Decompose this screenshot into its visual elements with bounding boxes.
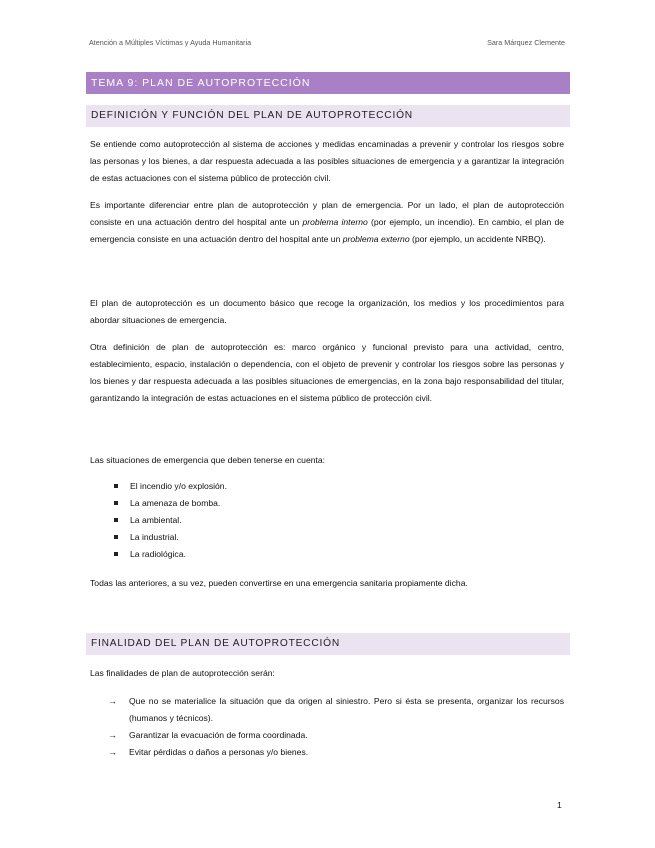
page-number: 1: [557, 800, 562, 810]
bullet-square-icon: [114, 501, 118, 505]
list-item-text: Evitar pérdidas o daños a personas y/o bienes.: [129, 747, 309, 757]
diferencia-italic-externo: problema externo: [342, 234, 410, 244]
list-item-text: La ambiental.: [130, 515, 182, 525]
list-item: [114, 546, 227, 563]
arrow-right-icon: →: [108, 730, 117, 740]
list-item-text: Garantizar la evacuación de forma coordinada.: [129, 730, 308, 740]
section-definicion-heading: DEFINICIÓN Y FUNCIÓN DEL PLAN DE AUTOPROTECCIÓN: [86, 105, 570, 127]
list-item: [108, 693, 564, 727]
list-item: [114, 478, 227, 495]
list-item: [108, 744, 564, 761]
list-item: [114, 512, 227, 529]
list-item: [114, 495, 227, 512]
list-item: [114, 529, 227, 546]
paragraph-definicion: Se entiende como autoprotección al sistema de acciones y medidas encaminadas a prevenir y controlar los riesgos sobre las personas y los bienes, a dar respuesta adecuada a las posibles situaciones de emergencia y a garantizar la integración de estas actuaciones con el sistema público de protección civil.: [90, 139, 564, 183]
diferencia-text-e: (por ejemplo, un accidente NRBQ).: [409, 234, 546, 244]
paragraph-otra-definicion: Otra definición de plan de autoprotección es: marco orgánico y funcional previsto para una actividad, centro, establecimiento, espacio, instalación o dependencia, con el objeto de prevenir y controlar los riesgos sobre las personas y los bienes y dar respuesta adecuada a las posibles situaciones de emergencias, en la zona bajo responsabilidad del titular, garantizando la integración de estas actuaciones en el sistema público de protección civil.: [90, 342, 564, 403]
arrow-right-icon: →: [108, 696, 117, 706]
diferencia-text-c: (por ejemplo, un incendio). En cambio, el plan de emergencia consiste en una actuación dentro del hospital ante un: [90, 217, 564, 244]
list-item-text: La industrial.: [130, 532, 179, 542]
finalidades-list: [108, 693, 564, 761]
list-item-text: La radiológica.: [130, 549, 186, 559]
diferencia-text-a: Es importante diferenciar entre plan de autoprotección y plan de emergencia. Por un lado, el plan de autoprotección consiste en una actuación dentro del hospital ante un: [90, 200, 564, 227]
paragraph-finalidades-intro: Las finalidades de plan de autoprotección serán:: [90, 668, 275, 678]
arrow-right-icon: →: [108, 747, 117, 757]
paragraph-documento-basico: El plan de autoprotección es un documento básico que recoge la organización, los medios y los procedimientos para abordar situaciones de emergencia.: [90, 298, 564, 325]
bullet-square-icon: [114, 484, 118, 488]
header-author: Sara Márquez Clemente: [487, 38, 565, 47]
tema-title: TEMA 9: PLAN DE AUTOPROTECCIÓN: [86, 72, 570, 94]
situations-list: [114, 478, 227, 563]
page-header: [89, 38, 565, 47]
list-item-text: La amenaza de bomba.: [130, 498, 221, 508]
list-item-text: El incendio y/o explosión.: [130, 481, 227, 491]
header-left-title: Atención a Múltiples Víctimas y Ayuda Humanitaria: [89, 38, 252, 47]
list-item-text: Que no se materialice la situación que da origen al siniestro. Pero si ésta se presenta, organizar los recursos (humanos y técnicos).: [129, 696, 564, 723]
diferencia-italic-interno: problema interno: [302, 217, 368, 227]
paragraph-diferencia: [90, 197, 564, 248]
paragraph-situaciones-intro: Las situaciones de emergencia que deben tenerse en cuenta:: [90, 455, 326, 465]
bullet-square-icon: [114, 535, 118, 539]
bullet-square-icon: [114, 552, 118, 556]
section-finalidad-heading: FINALIDAD DEL PLAN DE AUTOPROTECCIÓN: [86, 633, 570, 655]
list-item: [108, 727, 564, 744]
paragraph-emergencia-sanitaria: Todas las anteriores, a su vez, pueden convertirse en una emergencia sanitaria propiamente dicha.: [90, 578, 468, 588]
bullet-square-icon: [114, 518, 118, 522]
